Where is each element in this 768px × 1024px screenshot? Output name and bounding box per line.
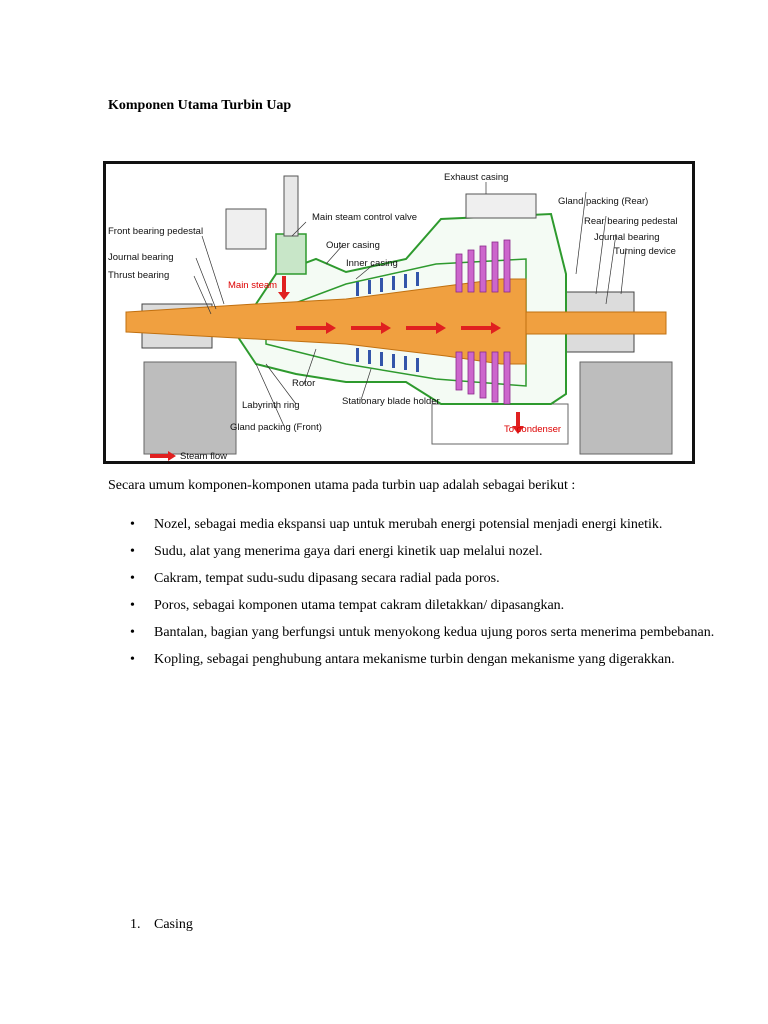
label-rotor: Rotor: [292, 378, 316, 389]
label-gland-packing-rear: Gland packing (Rear): [558, 196, 649, 207]
list-item: • Kopling, sebagai penghubung antara mekanisme turbin dengan mekanisme yang digerakkan.: [108, 648, 748, 672]
left-foundation: [144, 362, 236, 454]
label-stationary-blade-holder: Stationary blade holder: [342, 396, 440, 407]
label-journal-bearing-left: Journal bearing: [108, 252, 174, 263]
list-item: • Poros, sebagai komponen utama tempat cakram diletakkan/ dipasangkan.: [108, 594, 748, 618]
list-item: • Bantalan, bagian yang berfungsi untuk menyokong kedua ujung poros serta menerima pembebanan.: [108, 621, 748, 645]
list-item: • Nozel, sebagai media ekspansi uap untuk merubah energi potensial menjadi energi kinetik.: [108, 513, 748, 537]
label-turning-device: Turning device: [614, 246, 676, 257]
rear-shaft: [526, 312, 666, 334]
numbered-list: [108, 915, 193, 935]
label-exhaust-casing: Exhaust casing: [444, 172, 509, 183]
label-steam-flow: Steam flow: [180, 451, 227, 461]
label-to-condenser: To condenser: [504, 424, 562, 435]
label-labyrinth-ring: Labyrinth ring: [242, 400, 300, 411]
label-main-steam: Main steam: [228, 280, 278, 291]
label-main-steam-control-valve: Main steam control valve: [312, 212, 418, 223]
turbine-diagram: [103, 161, 695, 464]
numbered-item: [108, 915, 193, 935]
control-valve-body: [276, 234, 306, 274]
label-thrust-bearing: Thrust bearing: [108, 270, 170, 281]
label-inner-casing: Inner casing: [346, 258, 398, 269]
exhaust-hood: [466, 194, 536, 218]
valve-actuator: [226, 209, 266, 249]
item-number: 1.: [130, 917, 141, 932]
list-item: • Sudu, alat yang menerima gaya dari energi kinetik uap melalui nozel.: [108, 540, 748, 564]
item-text: Casing: [154, 917, 193, 932]
valve-stem: [284, 176, 298, 236]
list-item: • Cakram, tempat sudu-sudu dipasang secara radial pada poros.: [108, 567, 748, 591]
label-outer-casing: Outer casing: [326, 240, 380, 251]
right-foundation: [580, 362, 672, 454]
label-journal-bearing-right: Journal bearing: [594, 232, 660, 243]
label-gland-packing-front: Gland packing (Front): [230, 422, 322, 433]
label-rear-bearing-pedestal: Rear bearing pedestal: [584, 216, 678, 227]
section-heading: Komponen Utama Turbin Uap: [108, 98, 292, 113]
label-front-bearing-pedestal: Front bearing pedestal: [108, 226, 204, 237]
components-list: [108, 513, 748, 675]
intro-paragraph: Secara umum komponen-komponen utama pada turbin uap adalah sebagai berikut :: [108, 478, 576, 493]
